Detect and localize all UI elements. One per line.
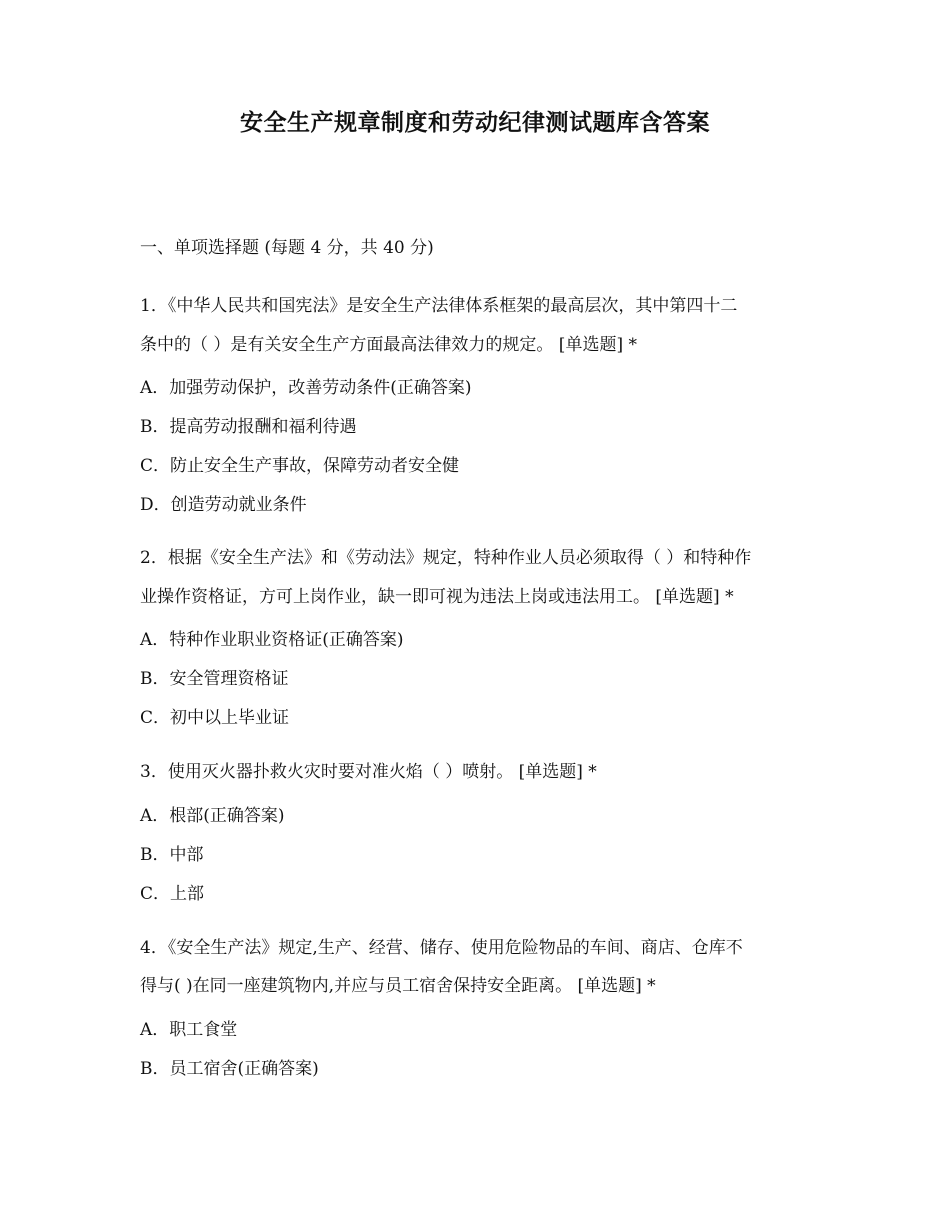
question-2-option-b: B．安全管理资格证 xyxy=(140,669,289,689)
question-4-stem-line-1: 4．《安全生产法》规定,生产、经营、储存、使用危险物品的车间、商店、仓库不 xyxy=(140,938,743,958)
question-2-option-a: A．特种作业职业资格证(正确答案) xyxy=(140,630,404,650)
question-1-option-c: C．防止安全生产事故，保障劳动者安全健 xyxy=(140,456,460,476)
question-2-stem-line-2: 业操作资格证，方可上岗作业，缺一即可视为违法上岗或违法用工。 [单选题] * xyxy=(140,587,734,607)
question-1-stem-line-2: 条中的（ ）是有关安全生产方面最高法律效力的规定。 [单选题] * xyxy=(140,335,637,355)
section-heading: 一、单项选择题 (每题 4 分，共 40 分) xyxy=(140,238,434,258)
question-1-option-b: B．提高劳动报酬和福利待遇 xyxy=(140,417,357,437)
question-2-option-c: C．初中以上毕业证 xyxy=(140,708,290,728)
question-3-stem-line-1: 3．使用灭火器扑救火灾时要对准火焰（ ）喷射。 [单选题] * xyxy=(140,762,597,782)
question-4-option-a: A．职工食堂 xyxy=(140,1020,238,1040)
document-title: 安全生产规章制度和劳动纪律测试题库含答案 xyxy=(240,109,710,136)
question-3-option-c: C．上部 xyxy=(140,884,205,904)
question-3-option-b: B．中部 xyxy=(140,845,204,865)
question-1-stem-line-1: 1．《中华人民共和国宪法》是安全生产法律体系框架的最高层次，其中第四十二 xyxy=(140,296,738,316)
question-2-stem-line-1: 2．根据《安全生产法》和《劳动法》规定，特种作业人员必须取得（ ）和特种作 xyxy=(140,548,752,568)
question-1-option-a: A．加强劳动保护，改善劳动条件(正确答案) xyxy=(140,378,472,398)
question-4-option-b: B．员工宿舍(正确答案) xyxy=(140,1059,319,1079)
question-1-option-d: D．创造劳动就业条件 xyxy=(140,495,307,515)
question-4-stem-line-2: 得与( )在同一座建筑物内,并应与员工宿舍保持安全距离。 [单选题] * xyxy=(140,976,656,996)
question-3-option-a: A．根部(正确答案) xyxy=(140,806,285,826)
